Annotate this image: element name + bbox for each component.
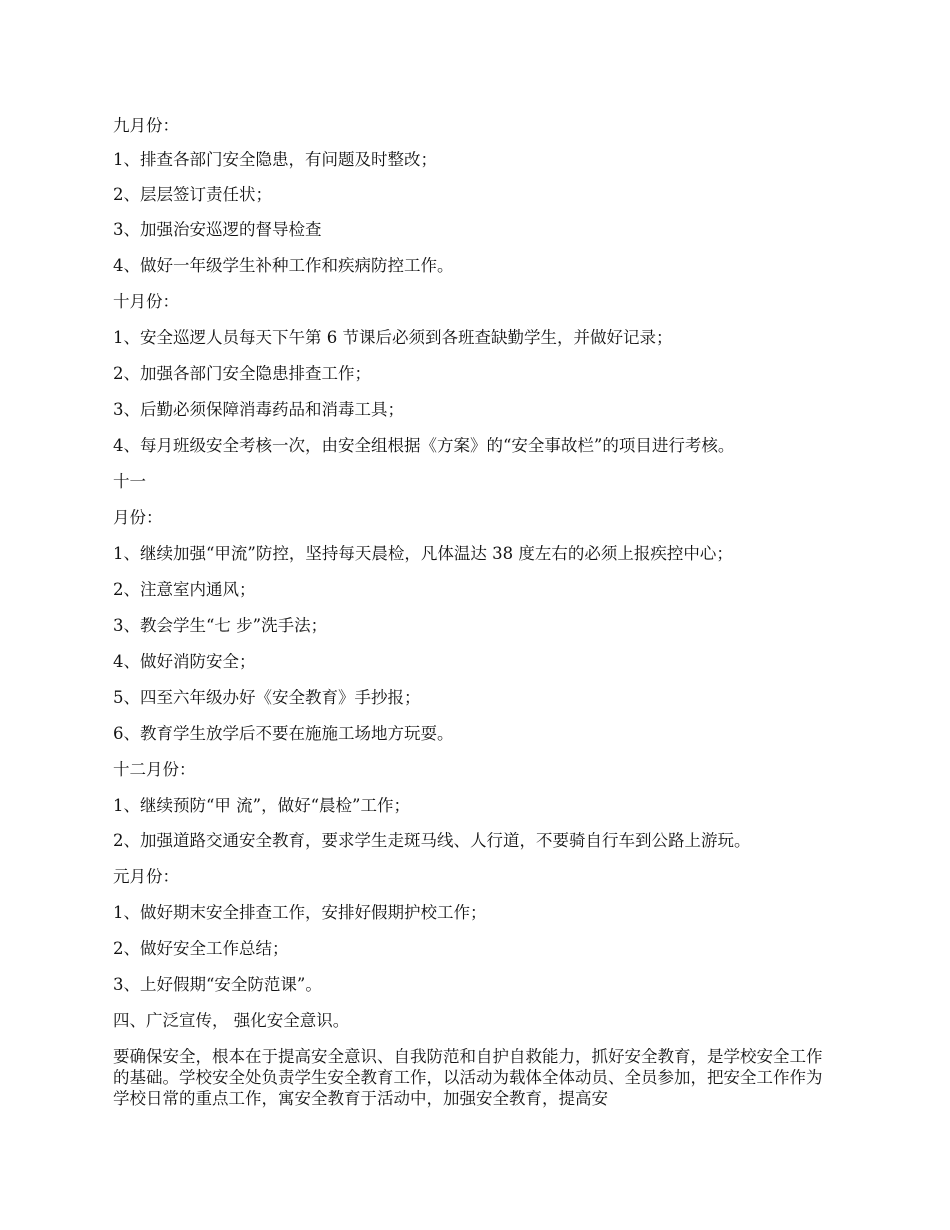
list-item: 4、每月班级安全考核一次，由安全组根据《方案》的“安全事故栏”的项目进行考核。 [113, 436, 735, 455]
list-item: 3、加强治安巡逻的督导检查 [113, 220, 322, 239]
list-item: 3、教会学生“七 步”洗手法； [113, 616, 328, 635]
list-item: 1、做好期末安全排查工作，安排好假期护校工作； [113, 903, 487, 922]
list-item: 4、做好消防安全； [113, 652, 256, 671]
list-item: 2、加强道路交通安全教育，要求学生走斑马线、人行道，不要骑自行车到公路上游玩。 [113, 831, 751, 850]
section-heading: 四、广泛宣传， 强化安全意识。 [113, 1011, 350, 1030]
heading-december: 十二月份： [113, 760, 196, 779]
list-item: 1、排查各部门安全隐患，有问题及时整改； [113, 150, 437, 169]
heading-october: 十月份： [113, 292, 179, 311]
heading-september: 九月份： [113, 116, 179, 135]
list-item: 2、注意室内通风； [113, 580, 256, 599]
list-item: 6、教育学生放学后不要在施施工场地方玩耍。 [113, 724, 454, 743]
list-item: 1、继续加强“甲流”防控，坚持每天晨检，凡体温达 38 度左右的必须上报疾控中心； [113, 544, 733, 563]
heading-november-part2: 月份： [113, 508, 163, 527]
body-paragraph: 要确保安全，根本在于提高安全意识、自我防范和自护自救能力，抓好安全教育，是学校安全工作的基础。学校安全处负责学生安全教育工作，以活动为载体全体动员、全员参加，把安全工作作为学校日常的重点工作，寓安全教育于活动中，加强安全教育，提高安 [113, 1047, 823, 1108]
list-item: 5、四至六年级办好《安全教育》手抄报； [113, 688, 421, 707]
list-item: 3、后勤必须保障消毒药品和消毒工具； [113, 400, 404, 419]
list-item: 2、层层签订责任状； [113, 185, 272, 204]
list-item: 2、加强各部门安全隐患排查工作； [113, 364, 371, 383]
list-item: 1、安全巡逻人员每天下午第 6 节课后必须到各班查缺勤学生，并做好记录； [113, 328, 673, 347]
heading-january: 元月份： [113, 867, 179, 886]
heading-november-part1: 十一 [113, 472, 146, 491]
list-item: 4、做好一年级学生补种工作和疾病防控工作。 [113, 256, 454, 275]
list-item: 1、继续预防“甲 流”，做好“晨检”工作； [113, 796, 410, 815]
list-item: 3、上好假期“安全防范课”。 [113, 975, 322, 994]
list-item: 2、做好安全工作总结； [113, 939, 289, 958]
